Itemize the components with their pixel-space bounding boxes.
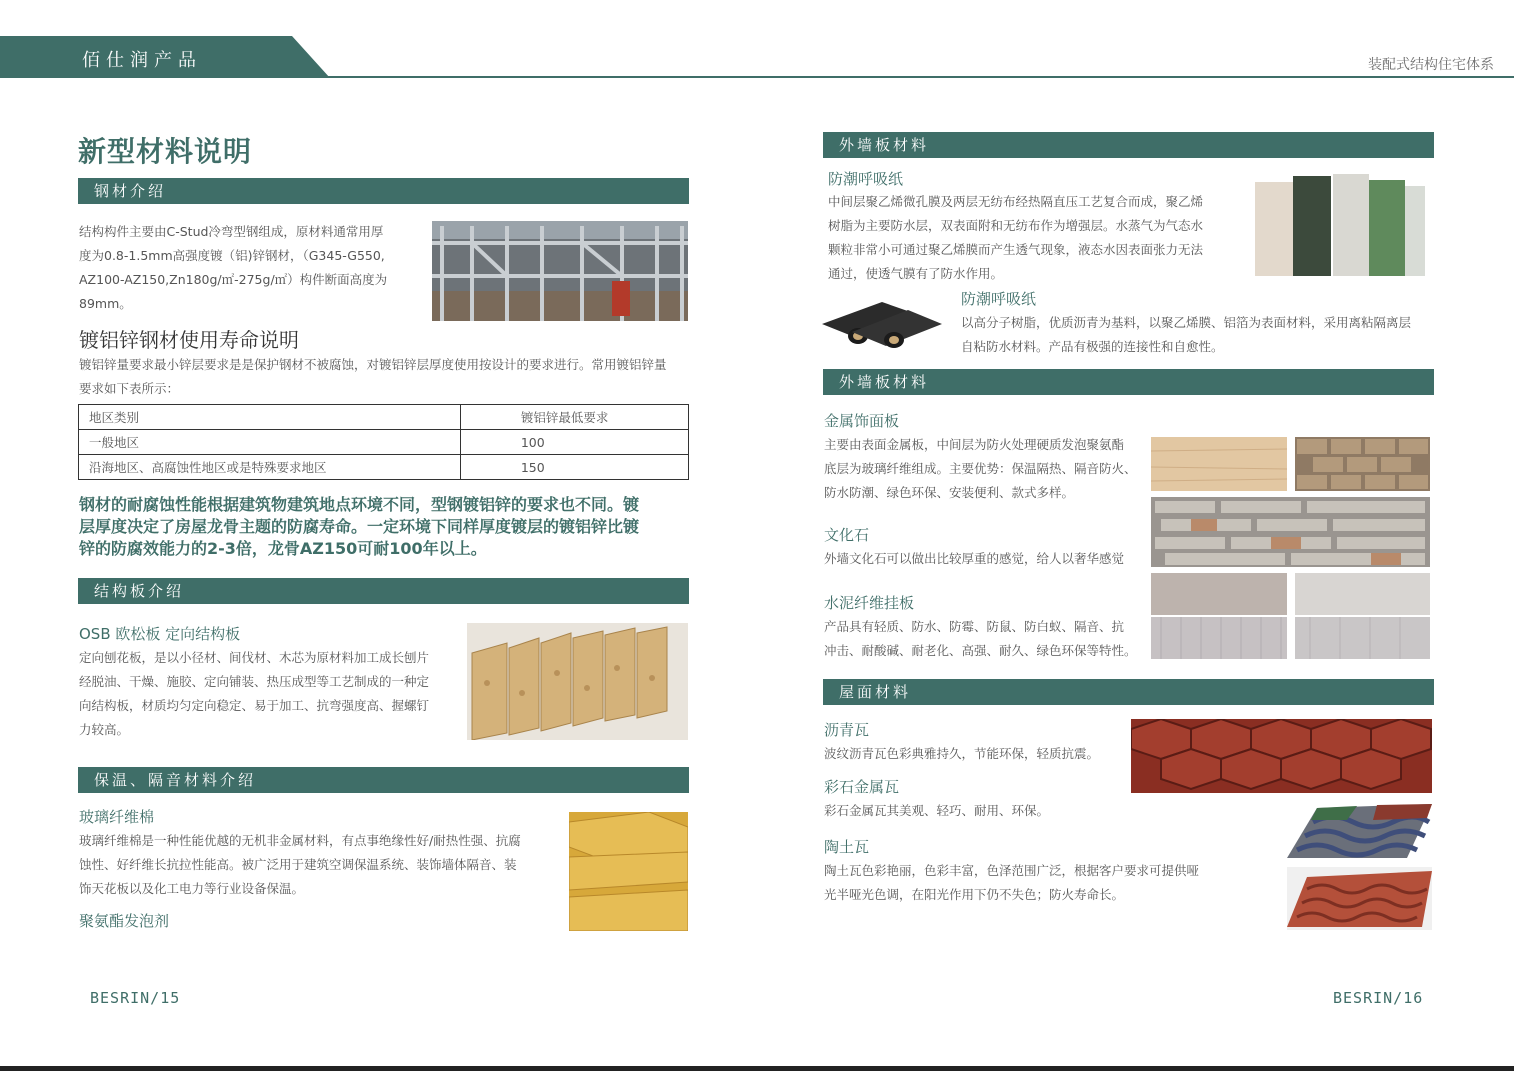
text-line: 冲击、耐酸碱、耐老化、高强、耐久、绿色环保等特性。 [824,643,1137,658]
breathing-paper-description [828,190,1248,286]
table-row [79,430,689,455]
text-line: 89mm。 [79,296,132,311]
breathing-paper-title: 防潮呼吸纸 [828,170,904,188]
glass-wool-title: 玻璃纤维棉 [79,808,155,826]
culture-stone-description [824,547,1154,571]
culture-stone-swatch [1151,497,1430,567]
text-line: 力较高。 [79,722,130,737]
life-description [79,353,699,401]
cement-board-swatch-3 [1151,617,1287,659]
text-line: 经脱油、干燥、施胶、定向铺装、热压成型等工艺制成的一种定 [79,674,430,689]
stone-metal-tile-photo [1287,800,1432,862]
metal-panel-title: 金属饰面板 [824,412,900,430]
text-line: 自粘防水材料。产品有极强的连接性和自愈性。 [961,339,1224,354]
table-row [79,455,689,480]
steel-frame-photo [432,221,688,321]
self-adhesive-title: 防潮呼吸纸 [961,290,1037,308]
zinc-requirement-table [78,404,689,480]
text-line: AZ100-AZ150,Zn180g/㎡-275g/㎡）构件断面高度为 [79,272,388,287]
emphasis-paragraph [79,494,699,560]
text-line: 树脂为主要防水层，双表面附和无纺布作为增强层。水蒸气为气态水 [828,218,1204,233]
text-line: 结构构件主要由C-Stud冷弯型钢组成，原材料通常用厚 [79,224,384,239]
cement-board-swatch-1 [1151,573,1287,615]
text-line: 彩石金属瓦其美观、轻巧、耐用、环保。 [824,803,1050,818]
header-rule [0,76,1514,78]
cement-board-swatch-2 [1295,573,1430,615]
asphalt-tile-description [824,742,1124,766]
cement-board-description [824,615,1154,663]
glass-wool-photo [569,812,688,931]
page-number-left: BESRIN/15 [90,989,181,1007]
text-line: 饰天花板以及化工电力等行业设备保温。 [79,881,305,896]
asphalt-tile-title: 沥青瓦 [824,721,870,739]
text-line: 产品具有轻质、防水、防霉、防鼠、防白蚁、隔音、抗 [824,619,1125,634]
table-cell: 100 [460,430,688,455]
self-adhesive-description [961,311,1441,359]
text-line: 定向刨花板，是以小径材、间伐材、木芯为原材料加工成长刨片 [79,650,430,665]
text-line: 中间层聚乙烯微孔膜及两层无纺布经热隔直压工艺复合而成，聚乙烯 [828,194,1204,209]
cement-board-title: 水泥纤维挂板 [824,594,915,612]
section-bar-board: 结构板介绍 [78,578,689,604]
cement-board-swatch-4 [1295,617,1430,659]
clay-tile-description [824,859,1244,907]
text-line: 底层为玻璃纤维组成。主要优势：保温隔热、隔音防火、 [824,461,1137,476]
stone-metal-tile-description [824,799,1124,823]
table-header: 地区类别 [79,405,461,430]
text-line: 蚀性、好纤维长抗拉性能高。被广泛用于建筑空调保温系统、装饰墙体隔音、装 [79,857,517,872]
text-line: 层厚度决定了房屋龙骨主题的防腐寿命。一定环境下同样厚度镀层的镀铝锌比镀 [79,517,640,536]
text-line: 防水防潮、绿色环保、安装便利、款式多样。 [824,485,1075,500]
waterproof-rolls-photo [822,294,946,350]
brand-title: 佰仕润产品 [82,50,202,71]
stone-metal-tile-title: 彩石金属瓦 [824,778,900,796]
glass-wool-description [79,829,559,901]
steel-description [79,220,419,316]
table-cell: 150 [460,455,688,480]
text-line: 颗粒非常小可通过聚乙烯膜而产生透气现象，液态水因表面张力无法 [828,242,1204,257]
text-line: 波纹沥青瓦色彩典雅持久，节能环保，轻质抗震。 [824,746,1100,761]
clay-tile-photo [1287,867,1432,930]
life-title: 镀铝锌钢材使用寿命说明 [79,328,299,352]
table-header-row [79,405,689,430]
table-cell: 沿海地区、高腐蚀性地区或是特殊要求地区 [79,455,461,480]
text-line: 镀铝锌量要求最小锌层要求是是保护钢材不被腐蚀，对镀铝锌层厚度使用按设计的要求进行。常用镀铝锌量 [79,357,667,372]
wood-panel-swatch [1151,437,1287,491]
table-header: 镀铝锌最低要求 [460,405,688,430]
section-bar-insulation: 保温、隔音材料介绍 [78,767,689,793]
bottom-rule [0,1066,1514,1071]
text-line: 通过，使透气膜有了防水作用。 [828,266,1004,281]
metal-panel-description [824,433,1154,505]
text-line: 陶土瓦色彩艳丽，色彩丰富，色泽范围广泛，根据客户要求可提供哑 [824,863,1200,878]
section-bar-roof: 屋面材料 [823,679,1434,705]
osb-title: OSB 欧松板 定向结构板 [79,625,241,643]
text-line: 光半哑光色调，在阳光作用下仍不失色；防火寿命长。 [824,887,1125,902]
asphalt-shingle-photo [1131,719,1432,793]
page-title: 新型材料说明 [78,135,253,168]
osb-board-photo [467,623,688,740]
table-cell: 一般地区 [79,430,461,455]
text-line: 向结构板，材质均匀定向稳定、易于加工、抗弯强度高、握螺钉 [79,698,430,713]
text-line: 度为0.8-1.5mm高强度镀（铝)锌钢材，（G345-G550, [79,248,385,263]
text-line: 锌的防腐效能力的2-3倍，龙骨AZ150可耐100年以上。 [79,539,487,558]
brick-panel-swatch [1295,437,1430,491]
text-line: 主要由表面金属板，中间层为防火处理硬质发泡聚氨酯 [824,437,1125,452]
section-bar-wall-2: 外墙板材料 [823,369,1434,395]
text-line: 钢材的耐腐蚀性能根据建筑物建筑地点环境不同，型钢镀铝锌的要求也不同。镀 [79,495,640,514]
section-bar-wall-1: 外墙板材料 [823,132,1434,158]
page-number-right: BESRIN/16 [1333,989,1424,1007]
text-line: 要求如下表所示： [79,381,180,396]
text-line: 以高分子树脂，优质沥青为基料，以聚乙烯膜、铝箔为表面材料，采用离粘隔离层 [961,315,1412,330]
text-line: 外墙文化石可以做出比较厚重的感觉，给人以奢华感觉 [824,551,1125,566]
osb-description [79,646,459,742]
section-bar-steel: 钢材介绍 [78,178,689,204]
culture-stone-title: 文化石 [824,526,870,544]
clay-tile-title: 陶土瓦 [824,838,870,856]
breathing-paper-rolls-photo [1253,172,1427,276]
text-line: 玻璃纤维棉是一种性能优越的无机非金属材料，有点事绝缘性好/耐热性强、抗腐 [79,833,521,848]
pu-foam-title: 聚氨酯发泡剂 [79,912,170,930]
series-title: 装配式结构住宅体系 [1368,57,1494,73]
